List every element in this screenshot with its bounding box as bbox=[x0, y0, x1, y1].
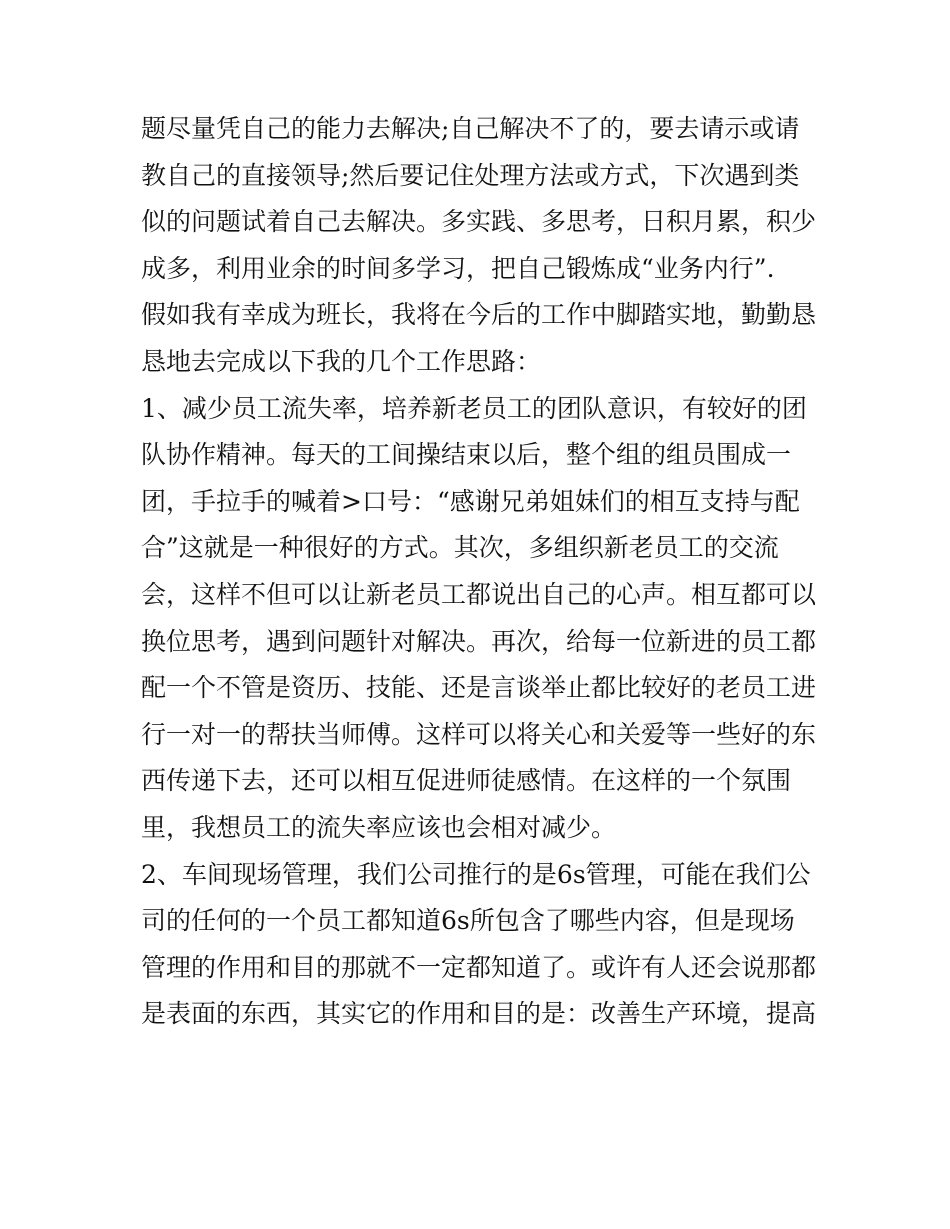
text-line: 行一对一的帮扶当师傅。这样可以将关心和关爱等一些好的东 bbox=[141, 719, 817, 749]
text-line: 2、车间现场管理，我们公司推行的是6s管理，可能在我们公 bbox=[141, 859, 811, 889]
text-line: 题尽量凭自己的能力去解决;自己解决不了的，要去请示或请 bbox=[141, 114, 800, 143]
text-line: 成多，利用业余的时间多学习，把自己锻炼成“业务内行”. bbox=[141, 253, 775, 283]
text-line: 合”这就是一种很好的方式。其次，多组织新老员工的交流 bbox=[141, 533, 779, 563]
text-line: 团，手拉手的喊着>口号：“感谢兄弟姐妹们的相互支持与配 bbox=[141, 486, 800, 516]
text-line: 1、减少员工流失率，培养新老员工的团队意识，有较好的团 bbox=[141, 393, 807, 423]
text-line: 配一个不管是资历、技能、还是言谈举止都比较好的老员工进 bbox=[141, 673, 817, 703]
text-line: 是表面的东西，其实它的作用和目的是：改善生产环境，提高 bbox=[141, 999, 817, 1029]
text-line: 西传递下去，还可以相互促进师徒感情。在这样的一个氛围 bbox=[141, 766, 792, 796]
text-line: 队协作精神。每天的工间操结束以后，整个组的组员围成一 bbox=[141, 440, 792, 470]
text-line: 教自己的直接领导;然后要记住处理方法或方式，下次遇到类 bbox=[141, 160, 800, 190]
text-line: 司的任何的一个员工都知道6s所包含了哪些内容，但是现场 bbox=[141, 906, 795, 936]
text-line: 会，这样不但可以让新老员工都说出自己的心声。相互都可以 bbox=[141, 579, 817, 609]
text-line: 似的问题试着自己去解决。多实践、多思考，日积月累，积少 bbox=[141, 207, 817, 237]
text-line: 换位思考，遇到问题针对解决。再次，给每一位新进的员工都 bbox=[141, 626, 817, 656]
text-line: 假如我有幸成为班长，我将在今后的工作中脚踏实地，勤勤恳 bbox=[141, 300, 817, 330]
body-text bbox=[141, 106, 821, 1038]
text-line: 管理的作用和目的那就不一定都知道了。或许有人还会说那都 bbox=[141, 952, 817, 982]
text-line: 里，我想员工的流失率应该也会相对减少。 bbox=[141, 812, 617, 842]
text-line: 恳地去完成以下我的几个工作思路： bbox=[141, 346, 542, 376]
